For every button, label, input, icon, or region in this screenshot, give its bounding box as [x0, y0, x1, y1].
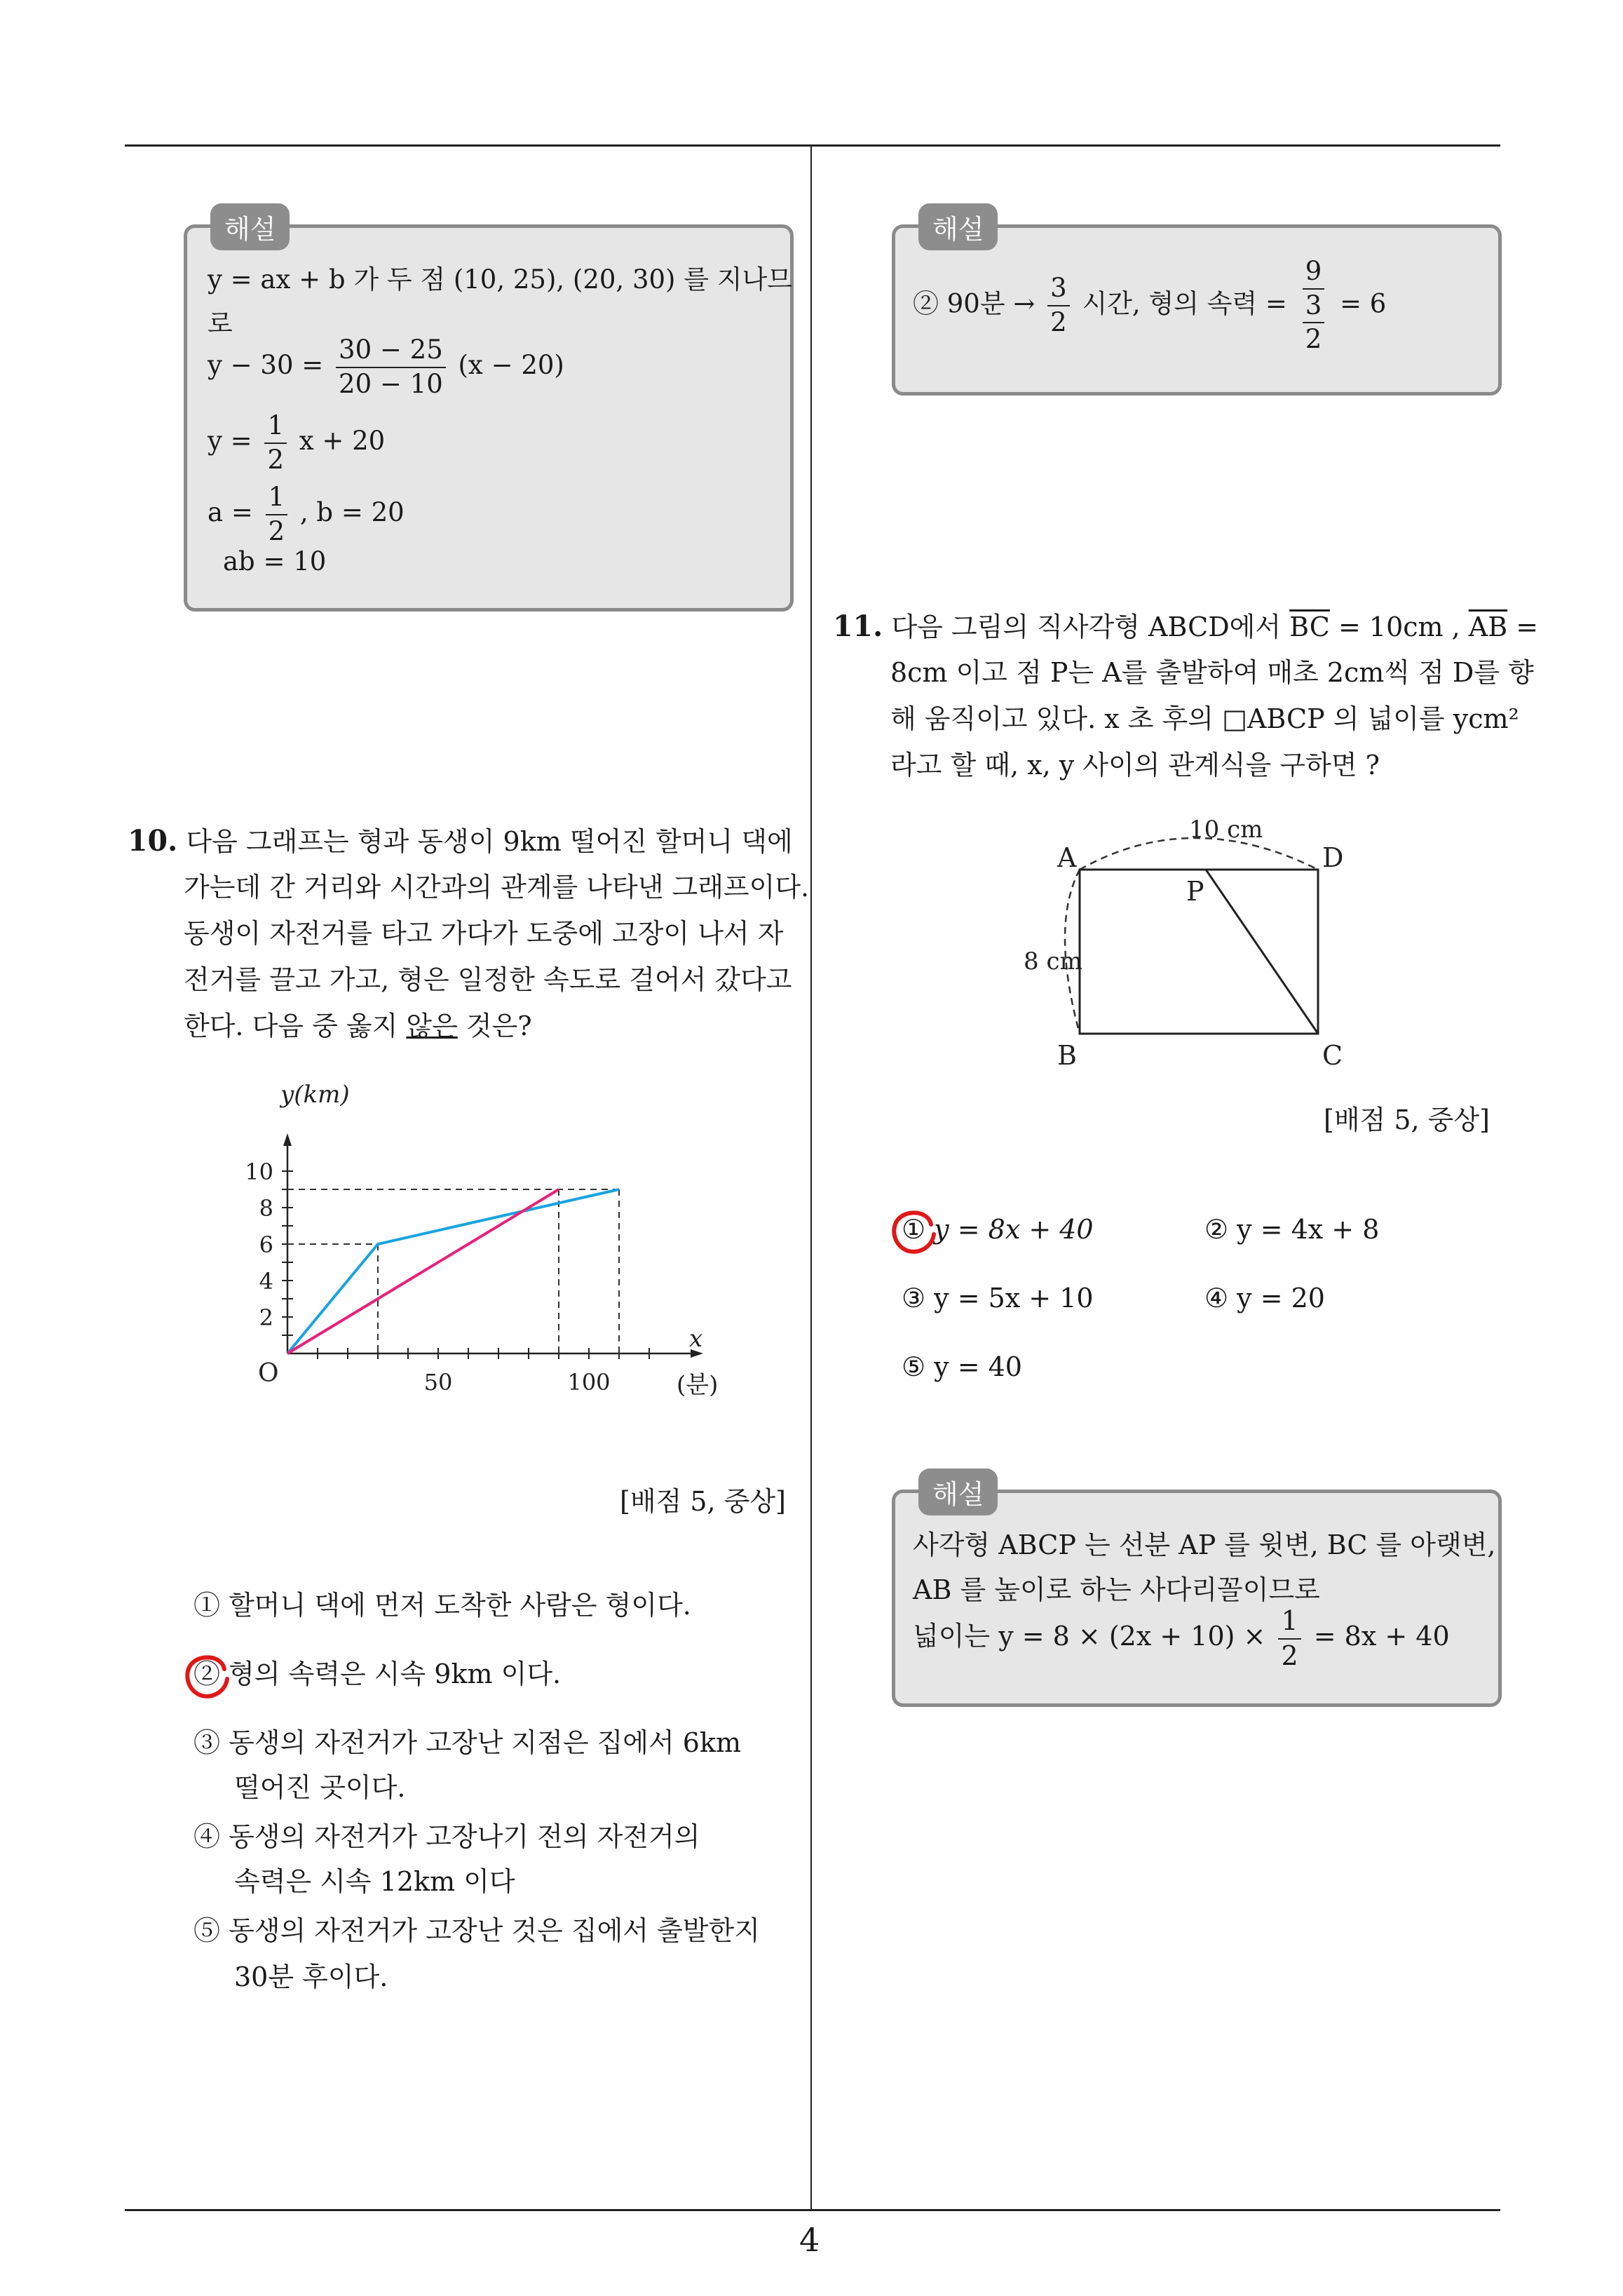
solution-tag: 해설: [918, 203, 998, 250]
choice-5[interactable]: ⑤ 동생의 자전거가 고장난 것은 집에서 출발한지: [193, 1915, 760, 1946]
top-rule: [125, 144, 1500, 147]
choice-3[interactable]: ③ 동생의 자전거가 고장난 지점은 집에서 6km: [193, 1727, 742, 1758]
question-text: 한다. 다음 중 옳지 않은 것은?: [184, 1011, 532, 1041]
origin-label: O: [258, 1359, 279, 1388]
solution-equation: ② 90분 → $\frac{3}{2}$ 시간, 형의 속력 = $\frac{9}{\frac{3}{2}}$ = 6: [913, 256, 1387, 355]
question-11: 11. 다음 그림의 직사각형 ABCD에서 $\overline{BC} = 10cm$ , $\overline{AB}$ =: [833, 609, 1539, 643]
bottom-rule: [125, 2209, 1500, 2211]
y-tick-label: 6: [259, 1231, 273, 1258]
answer-circle-mark: [888, 1203, 944, 1260]
x-axis-label: x: [689, 1325, 703, 1353]
solution-equation: y − 30 = $\frac{30 - 25}{20 - 10}$ (x − 20): [208, 335, 564, 399]
choice-2[interactable]: ② y = 4x + 8: [1204, 1214, 1380, 1245]
distance-time-chart: [231, 1080, 764, 1424]
x-tick-label: 50: [423, 1369, 453, 1396]
question-text: 동생이 자전거를 타고 가다가 도중에 고장이 나서 자: [184, 918, 784, 949]
question-text: 가는데 간 거리와 시간과의 관계를 나타낸 그래프이다.: [184, 872, 810, 903]
series-line-1: [287, 1189, 619, 1353]
question-text: 8cm 이고 점 P는 A를 출발하여 매초 2cm씩 점 D를 향: [890, 657, 1534, 688]
label-top-length: 10 cm: [1189, 816, 1263, 844]
choice-2[interactable]: ② 형의 속력은 시속 9km 이다.: [193, 1659, 562, 1689]
y-tick-label: 2: [259, 1304, 273, 1331]
y-tick-label: 4: [259, 1268, 273, 1295]
answer-circle-mark: [181, 1648, 237, 1704]
choice-1[interactable]: ① y = 8x + 40: [902, 1214, 1094, 1245]
vertex-C: C: [1322, 1040, 1343, 1071]
score-label: [배점 5, 중상]: [1324, 1105, 1490, 1135]
choice-4[interactable]: ④ 동생의 자전거가 고장나기 전의 자전거의: [193, 1821, 700, 1852]
score-label: [배점 5, 중상]: [620, 1486, 786, 1517]
choice-4[interactable]: ④ y = 20: [1204, 1283, 1325, 1314]
y-tick-label: 10: [245, 1159, 273, 1185]
solution-line: ab = 10: [223, 546, 327, 576]
vertex-B: B: [1057, 1040, 1077, 1071]
column-divider: [810, 144, 812, 2210]
solution-equation: a = $\frac{1}{2}$ , b = 20: [208, 482, 405, 546]
page-number: 4: [799, 2221, 820, 2259]
series-line-2: [287, 1189, 559, 1353]
choice-5-cont: 30분 후이다.: [234, 1961, 388, 1992]
choice-3-cont: 떨어진 곳이다.: [234, 1772, 406, 1803]
choice-3[interactable]: ③ y = 5x + 10: [902, 1283, 1094, 1314]
solution-equation: y = $\frac{1}{2}$ x + 20: [208, 410, 386, 475]
question-text: 라고 할 때, x, y 사이의 관계식을 구하면 ?: [890, 750, 1380, 781]
choice-1[interactable]: ① 할머니 댁에 먼저 도착한 사람은 형이다.: [193, 1590, 691, 1621]
question-10: 10. 다음 그래프는 형과 동생이 9km 떨어진 할머니 댁에: [128, 824, 793, 858]
solution-equation: 넓이는 y = 8 × (2x + 10) × $\frac{1}{2}$ = 8x + 40: [913, 1605, 1450, 1671]
question-text: 해 움직이고 있다. x 초 후의 □ABCP 의 넓이를 ycm²: [890, 703, 1519, 734]
question-number: 11.: [833, 609, 883, 643]
y-axis-label: y(km): [280, 1081, 350, 1109]
point-P: P: [1186, 876, 1204, 907]
solution-line: 로: [208, 309, 233, 339]
question-text: 전거를 끌고 가고, 형은 일정한 속도로 걸어서 갔다고: [184, 964, 792, 995]
choice-4-cont: 속력은 시속 12km 이다: [234, 1866, 515, 1897]
x-axis-unit: (분): [677, 1371, 719, 1399]
question-number: 10.: [128, 824, 178, 858]
solution-tag: 해설: [210, 203, 290, 250]
solution-tag: 해설: [918, 1468, 998, 1515]
x-tick-label: 100: [567, 1369, 611, 1396]
label-left-length: 8 cm: [1024, 947, 1082, 975]
choice-5[interactable]: ⑤ y = 40: [902, 1351, 1022, 1382]
y-tick-label: 8: [259, 1195, 273, 1222]
y-axis-arrow: [283, 1133, 292, 1146]
rectangle-figure: [1010, 813, 1388, 1080]
vertex-D: D: [1322, 842, 1344, 873]
solution-line: 사각형 ABCP 는 선분 AP 를 윗변, BC 를 아랫변,: [913, 1529, 1496, 1560]
solution-line: y = ax + b 가 두 점 (10, 25), (20, 30) 를 지나므: [208, 264, 792, 295]
solution-line: AB 를 높이로 하는 사다리꼴이므로: [913, 1574, 1320, 1605]
vertex-A: A: [1057, 842, 1077, 873]
